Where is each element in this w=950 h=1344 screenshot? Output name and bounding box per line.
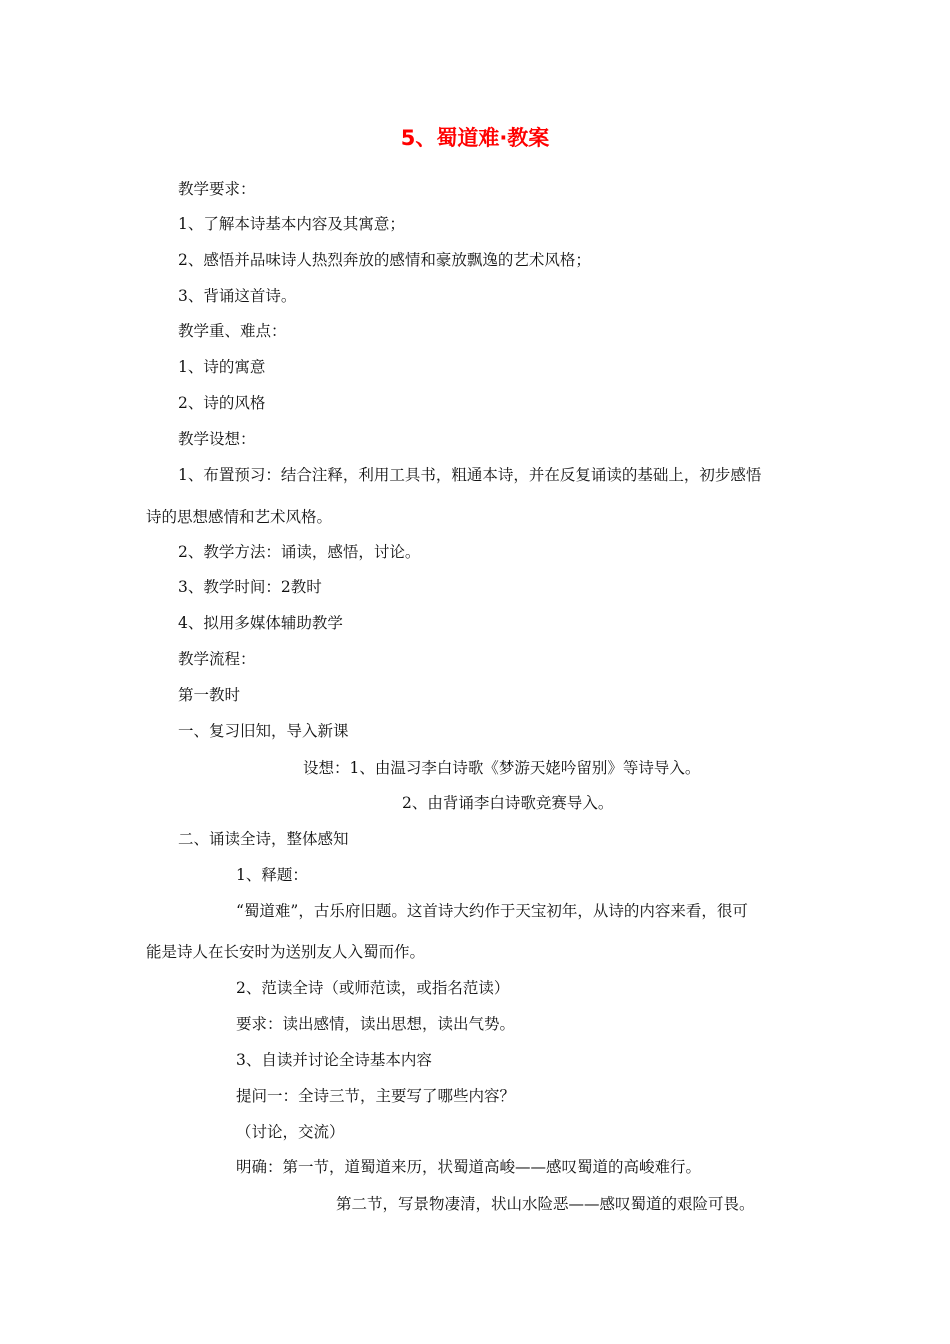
text-line: 教学流程： — [178, 650, 256, 668]
text-line: 第二节，写景物凄清，状山水险恶——感叹蜀道的艰险可畏。 — [336, 1195, 755, 1213]
text-line: 设想：1、由温习李白诗歌《梦游天姥吟留别》等诗导入。 — [303, 759, 701, 777]
text-line: 要求：读出感情，读出思想，读出气势。 — [236, 1015, 516, 1033]
text-line: 1、布置预习：结合注释，利用工具书，粗通本诗，并在反复诵读的基础上，初步感悟 — [178, 466, 762, 484]
text-line: 2、教学方法：诵读，感悟，讨论。 — [178, 543, 421, 561]
text-line: 3、教学时间：2教时 — [178, 578, 322, 596]
text-line: 第一教时 — [178, 686, 241, 704]
text-line: 诗的思想感情和艺术风格。 — [146, 508, 333, 526]
text-line: 教学重、难点： — [178, 322, 287, 340]
text-line: 3、自读并讨论全诗基本内容 — [236, 1051, 432, 1069]
page-title: 5、蜀道难·教案 — [400, 126, 550, 150]
text-line: （讨论，交流） — [236, 1123, 345, 1141]
text-line: 教学设想： — [178, 430, 256, 448]
text-line: 能是诗人在长安时为送别友人入蜀而作。 — [146, 943, 426, 961]
text-line: 二、诵读全诗，整体感知 — [178, 830, 349, 848]
text-line: 提问一：全诗三节，主要写了哪些内容？ — [236, 1087, 516, 1105]
text-line: 3、背诵这首诗。 — [178, 287, 297, 305]
text-line: 1、释题： — [236, 866, 308, 884]
text-line: 1、诗的寓意 — [178, 358, 266, 376]
text-line: 2、范读全诗（或师范读，或指名范读） — [236, 979, 510, 997]
text-line: 2、感悟并品味诗人热烈奔放的感情和豪放飘逸的艺术风格； — [178, 251, 591, 269]
text-line: 2、由背诵李白诗歌竞赛导入。 — [402, 794, 614, 812]
text-line: 教学要求： — [178, 180, 256, 198]
text-line: 4、拟用多媒体辅助教学 — [178, 614, 343, 632]
text-line: 1、了解本诗基本内容及其寓意； — [178, 215, 405, 233]
text-line: 2、诗的风格 — [178, 394, 266, 412]
text-line: “蜀道难”，古乐府旧题。这首诗大约作于天宝初年，从诗的内容来看，很可 — [236, 902, 748, 920]
text-line: 明确：第一节，道蜀道来历，状蜀道高峻——感叹蜀道的高峻难行。 — [236, 1158, 702, 1176]
text-line: 一、复习旧知，导入新课 — [178, 722, 349, 740]
